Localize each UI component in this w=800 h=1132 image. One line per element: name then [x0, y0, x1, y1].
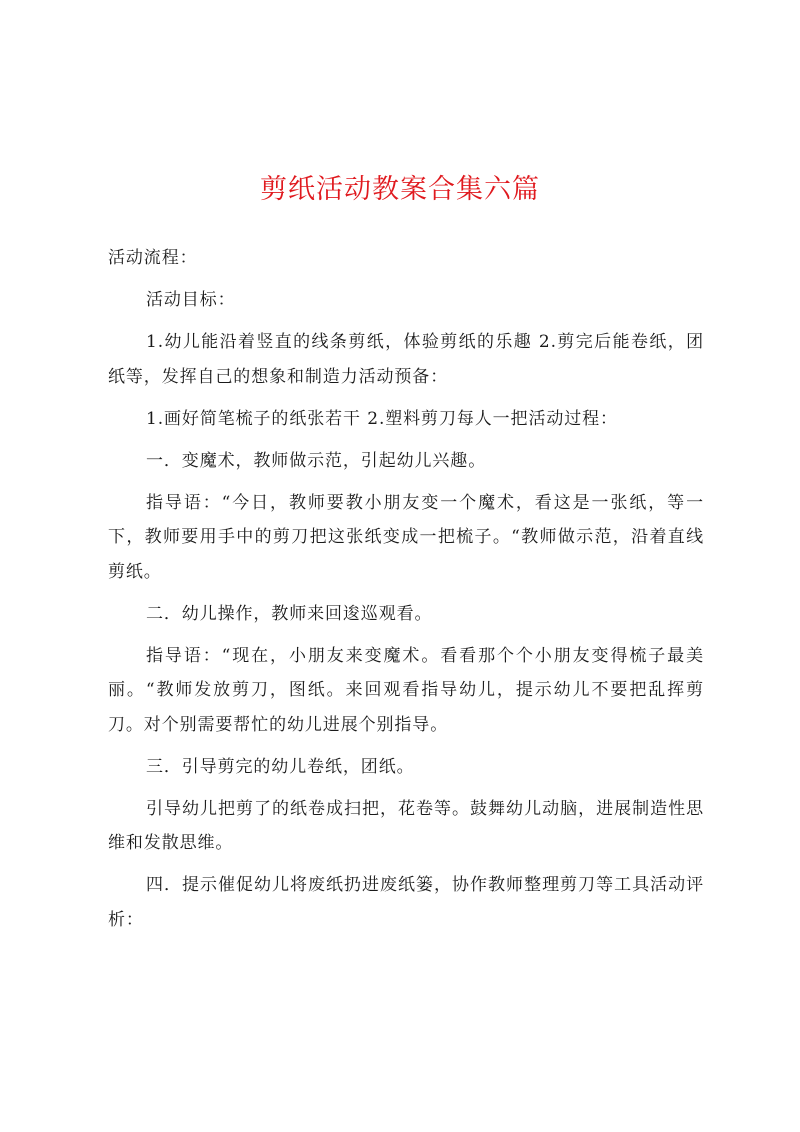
paragraph-step-four: 四．提示催促幼儿将废纸扔进废纸篓，协作教师整理剪刀等工具活动评析： — [108, 875, 704, 930]
paragraph-step-two: 二．幼儿操作，教师来回逡巡观看。 — [146, 603, 433, 624]
paragraph-goals-heading: 活动目标： — [146, 289, 236, 310]
paragraph-step-three: 三．引导剪完的幼儿卷纸，团纸。 — [146, 756, 415, 777]
paragraph-guidance-two: 指导语：“现在，小朋友来变魔术。看看那个个小朋友变得梳子最美丽。“教师发放剪刀，图纸。来回观看指导幼儿，提示幼儿不要把乱挥剪刀。对个别需要帮忙的幼儿进展个别指导。 — [108, 645, 704, 735]
paragraph-process-heading: 活动流程： — [108, 248, 198, 268]
paragraph-step-one: 一．变魔术，教师做示范，引起幼儿兴趣。 — [146, 450, 487, 471]
document-title: 剪纸活动教案合集六篇 — [260, 174, 540, 205]
document-body — [108, 241, 704, 945]
paragraph-preparation: 1.画好简笔梳子的纸张若干 2.塑料剪刀每人一把活动过程： — [146, 408, 618, 429]
paragraph-guidance-one: 指导语：“今日，教师要教小朋友变一个魔术，看这是一张纸，等一下，教师要用手中的剪刀把这张纸变成一把梳子。“教师做示范，沿着直线剪纸。 — [108, 492, 704, 582]
paragraph-goals: 1.幼儿能沿着竖直的线条剪纸，体验剪纸的乐趣 2.剪完后能卷纸，团纸等，发挥自己的想象和制造力活动预备： — [108, 331, 704, 387]
paragraph-guidance-three: 引导幼儿把剪了的纸卷成扫把，花卷等。鼓舞幼儿动脑，进展制造性思维和发散思维。 — [108, 798, 704, 854]
